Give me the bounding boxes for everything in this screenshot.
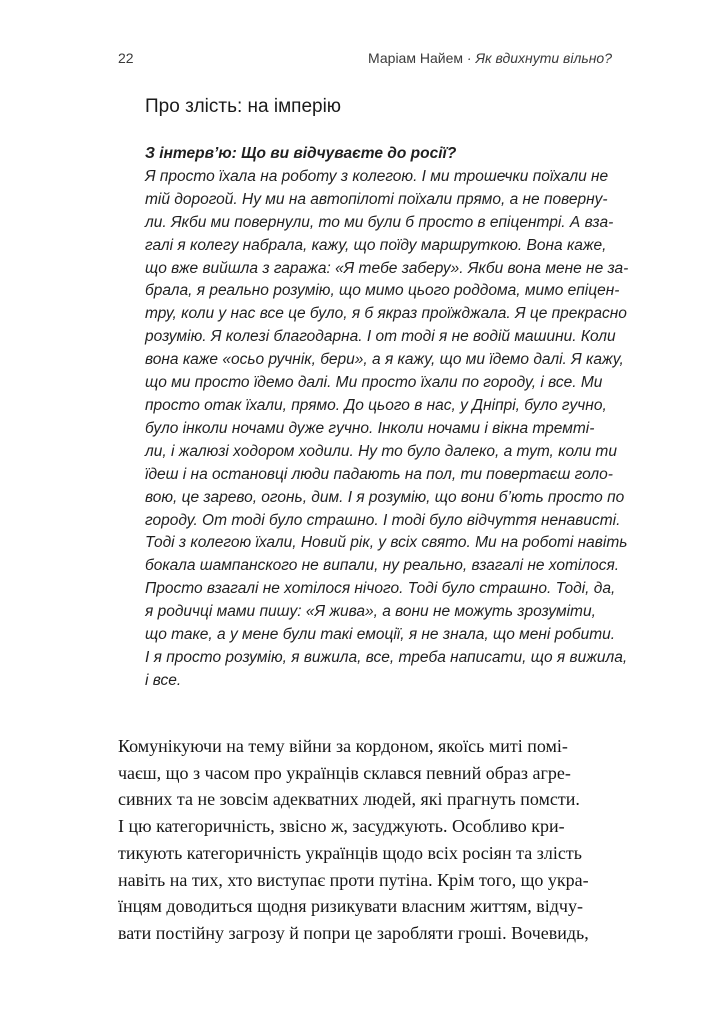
body-line: їнцям доводиться щодня ризикувати власним життям, відчу- xyxy=(118,896,583,917)
page-number: 22 xyxy=(118,50,134,66)
interview-line: було інколи ночами дуже гучно. Інколи ночами і вікна тремті- xyxy=(145,419,595,437)
body-line: вати постійну загрозу й попри це заробляти гроші. Вочевидь, xyxy=(118,922,589,943)
interview-line: розумію. Я колезі благодарна. І от тоді я не водій машини. Коли xyxy=(145,328,616,346)
interview-line: галі я колегу набрала, кажу, що поїду маршруткою. Вона каже, xyxy=(145,236,607,254)
interview-line: ли. Якби ми повернули, то ми були б просто в епіцентрі. А взa- xyxy=(145,213,614,231)
interview-question: З інтерв’ю: Що ви відчуваєте до росії? xyxy=(145,145,457,162)
running-head-title xyxy=(368,50,612,66)
interview-line: городу. От тоді було страшно. І тоді було відчуття ненависті. xyxy=(145,511,621,529)
interview-line: вою, це зарево, огонь, дим. І я розумію, що вони б’ють просто по xyxy=(145,488,625,506)
body-line: сивних та не зовсім адекватних людей, які прагнуть помсти. xyxy=(118,789,580,810)
interview-line: що ми просто їдемо далі. Ми просто їхали по городу, і все. Ми xyxy=(145,374,603,392)
body-line: чаєш, що з часом про українців склався певний образ агре- xyxy=(118,762,571,783)
interview-line: І я просто розумію, я вижила, все, треба написати, що я вижила, xyxy=(145,648,628,666)
body-line: тикують категоричність українців щодо всіх росіян та злість xyxy=(118,842,582,863)
interview-line: тій дорогой. Ну ми на автопілоті поїхали прямо, а не поверну- xyxy=(145,190,608,208)
interview-line: тру, коли у нас все це було, я б якраз проїжджала. Я це прекрасно xyxy=(145,305,627,323)
body-line: навіть на тих, хто виступає проти путіна. Крім того, що укра- xyxy=(118,869,589,890)
interview-quote xyxy=(145,143,629,693)
running-head xyxy=(118,50,612,70)
interview-line: Я просто їхала на роботу з колегою. І ми трошечки поїхали не xyxy=(145,167,609,185)
interview-line: ли, і жалюзі ходором ходили. Ну то було далеко, а тут, коли ти xyxy=(145,442,617,460)
interview-line: просто отак їхали, прямо. До цього в нас, у Дніпрі, було гучно, xyxy=(145,396,607,414)
body-paragraph xyxy=(118,733,618,947)
interview-line: я родичці мами пишу: «Я жива», а вони не можуть зрозуміти, xyxy=(145,603,596,621)
book-title: Як вдихнути вільно? xyxy=(475,50,612,66)
interview-line: і все. xyxy=(145,671,182,689)
interview-line: Тоді з колегою їхали, Новий рік, у всіх свято. Ми на роботі навіть xyxy=(145,534,628,552)
author-name: Маріам Найем xyxy=(368,50,463,66)
interview-line: що таке, а у мене були такі емоції, я не знала, що мені робити. xyxy=(145,626,616,644)
interview-line: що вже вийшла з гаража: «Я тебе заберу». Якби вона мене не за- xyxy=(145,259,629,277)
interview-line: брала, я реально розумію, що мимо цього роддома, мимо епіцен- xyxy=(145,282,620,300)
header-separator: · xyxy=(462,50,476,66)
interview-line: Просто взагалі не хотілося нічого. Тоді було страшно. Тоді, да, xyxy=(145,580,616,598)
interview-line: бокала шампанского не випали, ну реально, взагалі не хотілося. xyxy=(145,557,620,575)
section-title: Про злість: на імперію xyxy=(145,96,342,117)
body-line: Комунікуючи на тему війни за кордоном, якоїсь миті помі- xyxy=(118,736,568,756)
interview-line: вона каже «осьо ручнік, бери», а я кажу, що ми їдемо далі. Я кажу, xyxy=(145,351,624,369)
interview-line: їдеш і на остановці люди падають на пол, ти повертаєш голо- xyxy=(145,465,613,483)
body-line: І цю категоричність, звісно ж, засуджують. Особливо кри- xyxy=(118,816,565,837)
